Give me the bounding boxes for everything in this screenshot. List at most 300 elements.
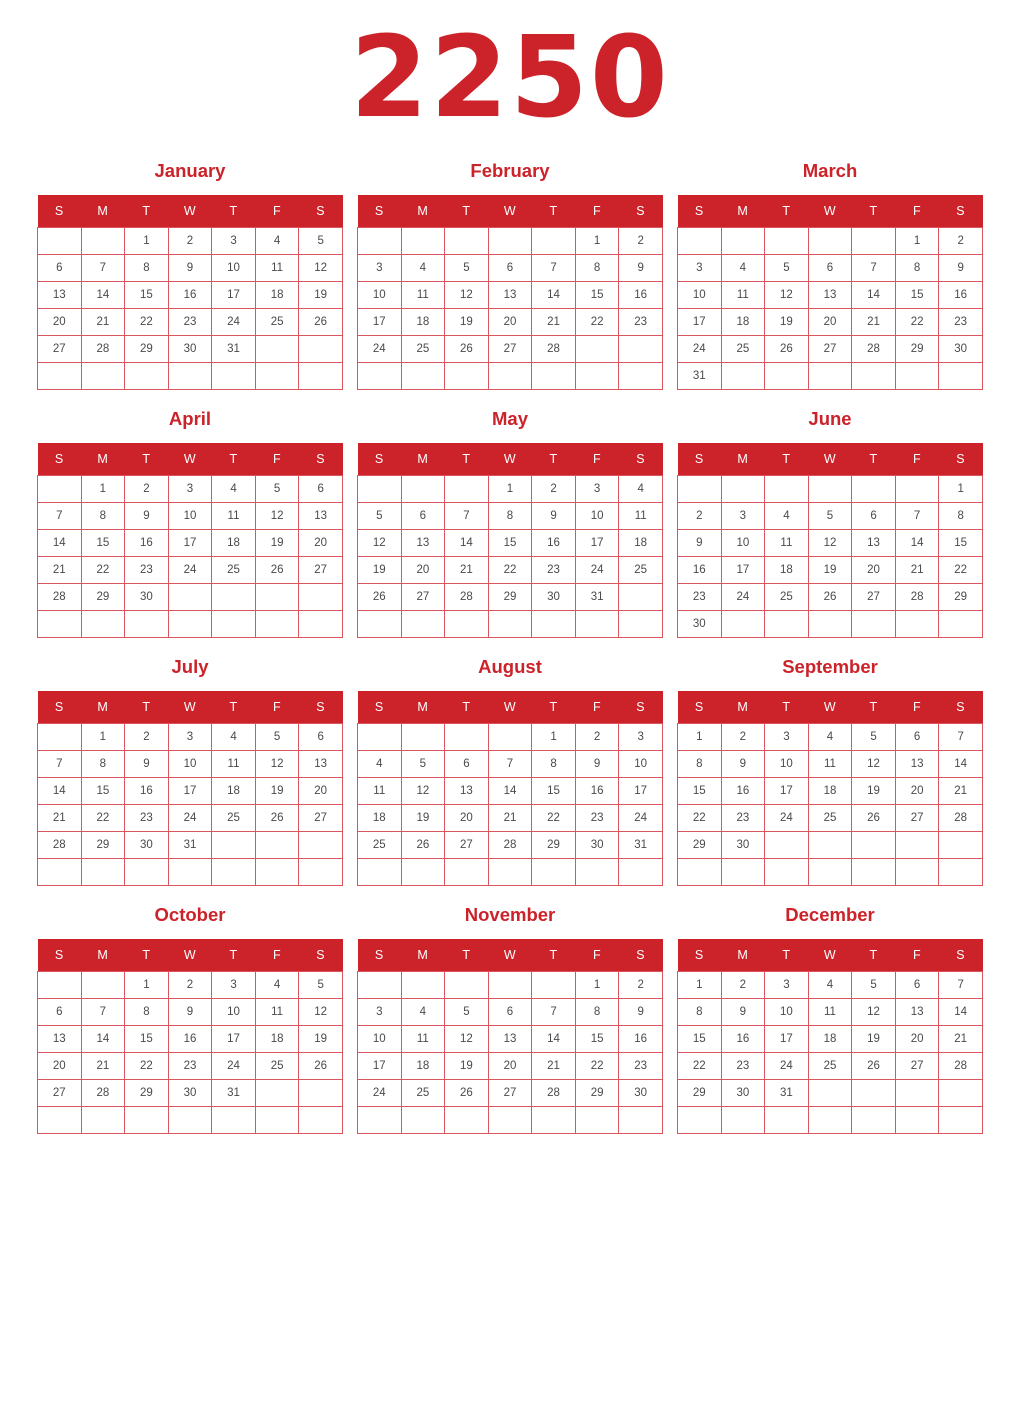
day-cell[interactable]: 7 [81, 255, 125, 282]
day-cell[interactable]: 8 [939, 503, 983, 530]
day-cell[interactable]: 16 [125, 778, 169, 805]
day-cell[interactable]: 14 [81, 1026, 125, 1053]
day-cell[interactable]: 26 [401, 832, 445, 859]
day-cell[interactable]: 1 [678, 724, 722, 751]
day-cell[interactable]: 23 [168, 1053, 212, 1080]
day-cell[interactable]: 20 [488, 1053, 532, 1080]
day-cell[interactable]: 22 [895, 309, 939, 336]
day-cell[interactable]: 12 [445, 1026, 489, 1053]
day-cell[interactable]: 8 [81, 503, 125, 530]
day-cell[interactable]: 14 [895, 530, 939, 557]
day-cell[interactable]: 18 [358, 805, 402, 832]
day-cell[interactable]: 5 [299, 228, 343, 255]
day-cell[interactable]: 30 [532, 584, 576, 611]
day-cell[interactable]: 12 [299, 255, 343, 282]
day-cell[interactable]: 12 [401, 778, 445, 805]
day-cell[interactable]: 10 [721, 530, 765, 557]
day-cell[interactable]: 20 [299, 778, 343, 805]
day-cell[interactable]: 21 [939, 778, 983, 805]
day-cell[interactable]: 3 [168, 724, 212, 751]
day-cell[interactable]: 1 [895, 228, 939, 255]
day-cell[interactable]: 6 [38, 255, 82, 282]
day-cell[interactable]: 11 [358, 778, 402, 805]
day-cell[interactable]: 27 [852, 584, 896, 611]
day-cell[interactable]: 28 [939, 805, 983, 832]
day-cell[interactable]: 13 [808, 282, 852, 309]
day-cell[interactable]: 24 [212, 309, 256, 336]
day-cell[interactable]: 16 [721, 778, 765, 805]
day-cell[interactable]: 4 [212, 724, 256, 751]
day-cell[interactable]: 17 [168, 530, 212, 557]
day-cell[interactable]: 21 [81, 309, 125, 336]
day-cell[interactable]: 12 [299, 999, 343, 1026]
day-cell[interactable]: 24 [619, 805, 663, 832]
day-cell[interactable]: 8 [488, 503, 532, 530]
day-cell[interactable]: 18 [808, 778, 852, 805]
day-cell[interactable]: 11 [765, 530, 809, 557]
day-cell[interactable]: 16 [168, 1026, 212, 1053]
day-cell[interactable]: 5 [358, 503, 402, 530]
day-cell[interactable]: 29 [678, 1080, 722, 1107]
day-cell[interactable]: 10 [575, 503, 619, 530]
day-cell[interactable]: 11 [401, 1026, 445, 1053]
day-cell[interactable]: 17 [212, 282, 256, 309]
day-cell[interactable]: 28 [38, 832, 82, 859]
day-cell[interactable]: 28 [488, 832, 532, 859]
day-cell[interactable]: 22 [125, 1053, 169, 1080]
day-cell[interactable]: 13 [445, 778, 489, 805]
day-cell[interactable]: 10 [212, 255, 256, 282]
day-cell[interactable]: 13 [488, 1026, 532, 1053]
day-cell[interactable]: 12 [255, 503, 299, 530]
day-cell[interactable]: 25 [255, 309, 299, 336]
day-cell[interactable]: 30 [125, 832, 169, 859]
day-cell[interactable]: 23 [575, 805, 619, 832]
day-cell[interactable]: 18 [212, 530, 256, 557]
day-cell[interactable]: 13 [852, 530, 896, 557]
day-cell[interactable]: 20 [808, 309, 852, 336]
day-cell[interactable]: 20 [895, 778, 939, 805]
day-cell[interactable]: 11 [401, 282, 445, 309]
day-cell[interactable]: 22 [575, 1053, 619, 1080]
day-cell[interactable]: 18 [401, 309, 445, 336]
day-cell[interactable]: 21 [488, 805, 532, 832]
day-cell[interactable]: 27 [808, 336, 852, 363]
day-cell[interactable]: 29 [575, 1080, 619, 1107]
day-cell[interactable]: 25 [765, 584, 809, 611]
day-cell[interactable]: 24 [358, 336, 402, 363]
day-cell[interactable]: 16 [939, 282, 983, 309]
day-cell[interactable]: 9 [125, 503, 169, 530]
day-cell[interactable]: 25 [808, 805, 852, 832]
day-cell[interactable]: 22 [575, 309, 619, 336]
day-cell[interactable]: 26 [255, 557, 299, 584]
day-cell[interactable]: 20 [299, 530, 343, 557]
day-cell[interactable]: 29 [81, 584, 125, 611]
day-cell[interactable]: 26 [358, 584, 402, 611]
day-cell[interactable]: 1 [81, 476, 125, 503]
day-cell[interactable]: 14 [488, 778, 532, 805]
day-cell[interactable]: 1 [125, 972, 169, 999]
day-cell[interactable]: 29 [488, 584, 532, 611]
day-cell[interactable]: 20 [38, 309, 82, 336]
day-cell[interactable]: 14 [445, 530, 489, 557]
day-cell[interactable]: 7 [532, 255, 576, 282]
day-cell[interactable]: 9 [532, 503, 576, 530]
day-cell[interactable]: 12 [852, 751, 896, 778]
day-cell[interactable]: 9 [721, 999, 765, 1026]
day-cell[interactable]: 7 [445, 503, 489, 530]
day-cell[interactable]: 1 [488, 476, 532, 503]
day-cell[interactable]: 28 [939, 1053, 983, 1080]
day-cell[interactable]: 8 [678, 751, 722, 778]
day-cell[interactable]: 15 [575, 1026, 619, 1053]
day-cell[interactable]: 27 [38, 1080, 82, 1107]
day-cell[interactable]: 11 [212, 503, 256, 530]
day-cell[interactable]: 26 [255, 805, 299, 832]
day-cell[interactable]: 17 [358, 1053, 402, 1080]
day-cell[interactable]: 17 [678, 309, 722, 336]
day-cell[interactable]: 8 [125, 255, 169, 282]
day-cell[interactable]: 23 [532, 557, 576, 584]
day-cell[interactable]: 12 [765, 282, 809, 309]
day-cell[interactable]: 17 [358, 309, 402, 336]
day-cell[interactable]: 27 [895, 805, 939, 832]
day-cell[interactable]: 4 [358, 751, 402, 778]
day-cell[interactable]: 16 [721, 1026, 765, 1053]
day-cell[interactable]: 23 [125, 805, 169, 832]
day-cell[interactable]: 15 [678, 778, 722, 805]
day-cell[interactable]: 23 [619, 309, 663, 336]
day-cell[interactable]: 27 [488, 1080, 532, 1107]
day-cell[interactable]: 6 [488, 255, 532, 282]
day-cell[interactable]: 19 [401, 805, 445, 832]
day-cell[interactable]: 1 [532, 724, 576, 751]
day-cell[interactable]: 24 [575, 557, 619, 584]
day-cell[interactable]: 24 [678, 336, 722, 363]
day-cell[interactable]: 20 [488, 309, 532, 336]
day-cell[interactable]: 29 [939, 584, 983, 611]
day-cell[interactable]: 27 [488, 336, 532, 363]
day-cell[interactable]: 19 [255, 778, 299, 805]
day-cell[interactable]: 30 [168, 336, 212, 363]
day-cell[interactable]: 18 [765, 557, 809, 584]
day-cell[interactable]: 15 [895, 282, 939, 309]
day-cell[interactable]: 5 [445, 255, 489, 282]
day-cell[interactable]: 1 [939, 476, 983, 503]
day-cell[interactable]: 26 [445, 1080, 489, 1107]
day-cell[interactable]: 21 [445, 557, 489, 584]
day-cell[interactable]: 14 [939, 751, 983, 778]
day-cell[interactable]: 7 [38, 503, 82, 530]
day-cell[interactable]: 18 [721, 309, 765, 336]
day-cell[interactable]: 12 [358, 530, 402, 557]
day-cell[interactable]: 19 [808, 557, 852, 584]
day-cell[interactable]: 28 [81, 1080, 125, 1107]
day-cell[interactable]: 10 [358, 1026, 402, 1053]
day-cell[interactable]: 27 [895, 1053, 939, 1080]
day-cell[interactable]: 25 [401, 336, 445, 363]
day-cell[interactable]: 21 [38, 557, 82, 584]
day-cell[interactable]: 9 [721, 751, 765, 778]
day-cell[interactable]: 2 [168, 972, 212, 999]
day-cell[interactable]: 2 [721, 724, 765, 751]
day-cell[interactable]: 28 [895, 584, 939, 611]
day-cell[interactable]: 31 [765, 1080, 809, 1107]
day-cell[interactable]: 4 [401, 999, 445, 1026]
day-cell[interactable]: 2 [721, 972, 765, 999]
day-cell[interactable]: 18 [401, 1053, 445, 1080]
day-cell[interactable]: 20 [401, 557, 445, 584]
day-cell[interactable]: 30 [721, 832, 765, 859]
day-cell[interactable]: 5 [255, 476, 299, 503]
day-cell[interactable]: 2 [619, 228, 663, 255]
day-cell[interactable]: 17 [168, 778, 212, 805]
day-cell[interactable]: 19 [299, 1026, 343, 1053]
day-cell[interactable]: 16 [619, 282, 663, 309]
day-cell[interactable]: 15 [81, 530, 125, 557]
day-cell[interactable]: 2 [619, 972, 663, 999]
day-cell[interactable]: 11 [619, 503, 663, 530]
day-cell[interactable]: 6 [488, 999, 532, 1026]
day-cell[interactable]: 3 [212, 228, 256, 255]
day-cell[interactable]: 24 [765, 805, 809, 832]
day-cell[interactable]: 22 [125, 309, 169, 336]
day-cell[interactable]: 7 [38, 751, 82, 778]
day-cell[interactable]: 10 [619, 751, 663, 778]
day-cell[interactable]: 6 [852, 503, 896, 530]
day-cell[interactable]: 13 [895, 999, 939, 1026]
day-cell[interactable]: 31 [168, 832, 212, 859]
day-cell[interactable]: 25 [808, 1053, 852, 1080]
day-cell[interactable]: 4 [255, 228, 299, 255]
day-cell[interactable]: 30 [619, 1080, 663, 1107]
day-cell[interactable]: 8 [125, 999, 169, 1026]
day-cell[interactable]: 22 [939, 557, 983, 584]
day-cell[interactable]: 26 [852, 1053, 896, 1080]
day-cell[interactable]: 29 [125, 1080, 169, 1107]
day-cell[interactable]: 22 [678, 1053, 722, 1080]
day-cell[interactable]: 4 [765, 503, 809, 530]
day-cell[interactable]: 21 [38, 805, 82, 832]
day-cell[interactable]: 1 [81, 724, 125, 751]
day-cell[interactable]: 8 [532, 751, 576, 778]
day-cell[interactable]: 26 [808, 584, 852, 611]
day-cell[interactable]: 25 [401, 1080, 445, 1107]
day-cell[interactable]: 19 [445, 309, 489, 336]
day-cell[interactable]: 7 [532, 999, 576, 1026]
day-cell[interactable]: 20 [445, 805, 489, 832]
day-cell[interactable]: 2 [125, 476, 169, 503]
day-cell[interactable]: 4 [401, 255, 445, 282]
day-cell[interactable]: 30 [721, 1080, 765, 1107]
day-cell[interactable]: 10 [358, 282, 402, 309]
day-cell[interactable]: 28 [532, 336, 576, 363]
day-cell[interactable]: 12 [255, 751, 299, 778]
day-cell[interactable]: 9 [125, 751, 169, 778]
day-cell[interactable]: 3 [721, 503, 765, 530]
day-cell[interactable]: 14 [852, 282, 896, 309]
day-cell[interactable]: 28 [81, 336, 125, 363]
day-cell[interactable]: 19 [358, 557, 402, 584]
day-cell[interactable]: 27 [401, 584, 445, 611]
day-cell[interactable]: 18 [808, 1026, 852, 1053]
day-cell[interactable]: 29 [532, 832, 576, 859]
day-cell[interactable]: 5 [852, 972, 896, 999]
day-cell[interactable]: 1 [575, 228, 619, 255]
day-cell[interactable]: 16 [125, 530, 169, 557]
day-cell[interactable]: 16 [678, 557, 722, 584]
day-cell[interactable]: 22 [81, 805, 125, 832]
day-cell[interactable]: 9 [575, 751, 619, 778]
day-cell[interactable]: 11 [721, 282, 765, 309]
day-cell[interactable]: 29 [125, 336, 169, 363]
day-cell[interactable]: 13 [38, 282, 82, 309]
day-cell[interactable]: 5 [255, 724, 299, 751]
day-cell[interactable]: 25 [212, 805, 256, 832]
day-cell[interactable]: 20 [895, 1026, 939, 1053]
day-cell[interactable]: 3 [575, 476, 619, 503]
day-cell[interactable]: 19 [299, 282, 343, 309]
day-cell[interactable]: 25 [358, 832, 402, 859]
day-cell[interactable]: 23 [678, 584, 722, 611]
day-cell[interactable]: 24 [168, 557, 212, 584]
day-cell[interactable]: 23 [619, 1053, 663, 1080]
day-cell[interactable]: 19 [852, 778, 896, 805]
day-cell[interactable]: 5 [765, 255, 809, 282]
day-cell[interactable]: 14 [81, 282, 125, 309]
day-cell[interactable]: 6 [401, 503, 445, 530]
day-cell[interactable]: 21 [852, 309, 896, 336]
day-cell[interactable]: 1 [678, 972, 722, 999]
day-cell[interactable]: 1 [125, 228, 169, 255]
day-cell[interactable]: 18 [212, 778, 256, 805]
day-cell[interactable]: 21 [532, 309, 576, 336]
day-cell[interactable]: 18 [619, 530, 663, 557]
day-cell[interactable]: 25 [212, 557, 256, 584]
day-cell[interactable]: 16 [575, 778, 619, 805]
day-cell[interactable]: 10 [168, 503, 212, 530]
day-cell[interactable]: 22 [488, 557, 532, 584]
day-cell[interactable]: 2 [125, 724, 169, 751]
day-cell[interactable]: 18 [255, 1026, 299, 1053]
day-cell[interactable]: 14 [532, 1026, 576, 1053]
day-cell[interactable]: 27 [299, 805, 343, 832]
day-cell[interactable]: 27 [445, 832, 489, 859]
day-cell[interactable]: 23 [168, 309, 212, 336]
day-cell[interactable]: 7 [939, 972, 983, 999]
day-cell[interactable]: 6 [38, 999, 82, 1026]
day-cell[interactable]: 7 [939, 724, 983, 751]
day-cell[interactable]: 25 [721, 336, 765, 363]
day-cell[interactable]: 17 [575, 530, 619, 557]
day-cell[interactable]: 16 [619, 1026, 663, 1053]
day-cell[interactable]: 15 [532, 778, 576, 805]
day-cell[interactable]: 31 [575, 584, 619, 611]
day-cell[interactable]: 17 [212, 1026, 256, 1053]
day-cell[interactable]: 19 [445, 1053, 489, 1080]
day-cell[interactable]: 3 [358, 999, 402, 1026]
day-cell[interactable]: 9 [168, 999, 212, 1026]
day-cell[interactable]: 15 [939, 530, 983, 557]
day-cell[interactable]: 9 [619, 999, 663, 1026]
day-cell[interactable]: 9 [939, 255, 983, 282]
day-cell[interactable]: 24 [765, 1053, 809, 1080]
day-cell[interactable]: 2 [168, 228, 212, 255]
day-cell[interactable]: 9 [678, 530, 722, 557]
day-cell[interactable]: 12 [808, 530, 852, 557]
day-cell[interactable]: 2 [678, 503, 722, 530]
day-cell[interactable]: 8 [678, 999, 722, 1026]
day-cell[interactable]: 13 [488, 282, 532, 309]
day-cell[interactable]: 6 [895, 972, 939, 999]
day-cell[interactable]: 11 [808, 751, 852, 778]
day-cell[interactable]: 28 [532, 1080, 576, 1107]
day-cell[interactable]: 10 [765, 751, 809, 778]
day-cell[interactable]: 4 [721, 255, 765, 282]
day-cell[interactable]: 29 [895, 336, 939, 363]
day-cell[interactable]: 4 [255, 972, 299, 999]
day-cell[interactable]: 10 [212, 999, 256, 1026]
day-cell[interactable]: 3 [765, 724, 809, 751]
day-cell[interactable]: 19 [765, 309, 809, 336]
day-cell[interactable]: 28 [445, 584, 489, 611]
day-cell[interactable]: 25 [255, 1053, 299, 1080]
day-cell[interactable]: 30 [168, 1080, 212, 1107]
day-cell[interactable]: 2 [532, 476, 576, 503]
day-cell[interactable]: 15 [575, 282, 619, 309]
day-cell[interactable]: 23 [125, 557, 169, 584]
day-cell[interactable]: 11 [255, 255, 299, 282]
day-cell[interactable]: 20 [38, 1053, 82, 1080]
day-cell[interactable]: 15 [678, 1026, 722, 1053]
day-cell[interactable]: 5 [299, 972, 343, 999]
day-cell[interactable]: 13 [38, 1026, 82, 1053]
day-cell[interactable]: 4 [808, 972, 852, 999]
day-cell[interactable]: 21 [532, 1053, 576, 1080]
day-cell[interactable]: 1 [575, 972, 619, 999]
day-cell[interactable]: 29 [678, 832, 722, 859]
day-cell[interactable]: 5 [445, 999, 489, 1026]
day-cell[interactable]: 23 [721, 1053, 765, 1080]
day-cell[interactable]: 7 [488, 751, 532, 778]
day-cell[interactable]: 16 [532, 530, 576, 557]
day-cell[interactable]: 10 [168, 751, 212, 778]
day-cell[interactable]: 13 [299, 503, 343, 530]
day-cell[interactable]: 14 [939, 999, 983, 1026]
day-cell[interactable]: 7 [852, 255, 896, 282]
day-cell[interactable]: 5 [401, 751, 445, 778]
day-cell[interactable]: 4 [808, 724, 852, 751]
day-cell[interactable]: 3 [358, 255, 402, 282]
day-cell[interactable]: 8 [895, 255, 939, 282]
day-cell[interactable]: 21 [895, 557, 939, 584]
day-cell[interactable]: 26 [445, 336, 489, 363]
day-cell[interactable]: 13 [299, 751, 343, 778]
day-cell[interactable]: 5 [852, 724, 896, 751]
day-cell[interactable]: 15 [81, 778, 125, 805]
day-cell[interactable]: 15 [488, 530, 532, 557]
day-cell[interactable]: 23 [721, 805, 765, 832]
day-cell[interactable]: 3 [765, 972, 809, 999]
day-cell[interactable]: 2 [939, 228, 983, 255]
day-cell[interactable]: 18 [255, 282, 299, 309]
day-cell[interactable]: 28 [38, 584, 82, 611]
day-cell[interactable]: 4 [619, 476, 663, 503]
day-cell[interactable]: 31 [619, 832, 663, 859]
day-cell[interactable]: 7 [895, 503, 939, 530]
day-cell[interactable]: 24 [168, 805, 212, 832]
